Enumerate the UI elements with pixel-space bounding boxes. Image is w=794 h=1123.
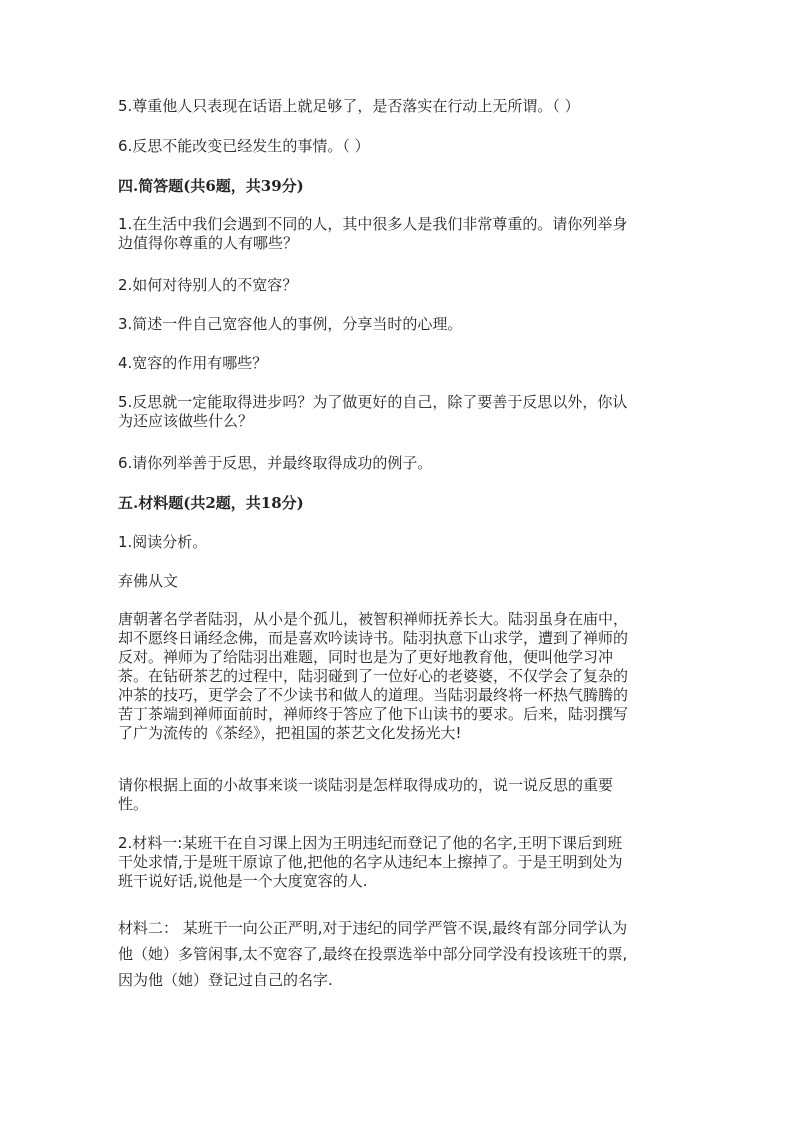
short-answer-question-1: [118, 215, 678, 253]
section-4-heading: 四.简答题(共6题，共39分): [118, 177, 304, 195]
question-line: 5.反思就一定能取得进步吗？为了做更好的自己，除了要善于反思以外，你认: [118, 393, 628, 411]
story-title: 弃佛从文: [118, 572, 179, 590]
short-answer-question-2: 2.如何对待别人的不宽容？: [118, 276, 298, 294]
material-question-1-intro: 1.阅读分析。: [118, 533, 208, 551]
short-answer-question-3: 3.简述一件自己宽容他人的事例，分享当时的心理。: [118, 315, 463, 333]
prompt-line: 请你根据上面的小故事来谈一谈陆羽是怎样取得成功的，说一说反思的重要: [118, 776, 614, 794]
material-line: 他（她）多管闲事,太不宽容了,最终在投票选举中部分同学没有投该班干的票,: [118, 945, 628, 963]
question-line: 为还应该做些什么？: [118, 412, 254, 430]
material-question-2-material-1: [118, 834, 678, 891]
story-line: 苦丁茶端到禅师面前时，禅师终于答应了他下山读书的要求。后来，陆羽撰写: [118, 705, 629, 723]
prompt-line: 性。: [118, 795, 149, 813]
short-answer-question-5: [118, 393, 678, 431]
story-line: 冲茶的技巧，更学会了不少读书和做人的道理。当陆羽最终将一杯热气腾腾的: [118, 686, 629, 704]
story-paragraph: [118, 610, 678, 743]
short-answer-question-6: 6.请你列举善于反思，并最终取得成功的例子。: [118, 454, 433, 472]
section-5-heading: 五.材料题(共2题，共18分): [118, 494, 304, 512]
judgement-question-6: 6.反思不能改变已经发生的事情。（ ）: [118, 137, 370, 155]
question-line: 1.在生活中我们会遇到不同的人，其中很多人是我们非常尊重的。请你列举身: [118, 215, 628, 233]
material-line: 因为他（她）登记过自己的名字.: [118, 971, 333, 989]
story-line: 唐朝著名学者陆羽，从小是个孤儿，被智积禅师抚养长大。陆羽虽身在庙中，: [118, 610, 629, 628]
material-line: 2.材料一:某班干在自习课上因为王明违纪而登记了他的名字,王明下课后到班: [118, 834, 623, 852]
material-question-1-prompt: [118, 776, 678, 814]
material-line: 干处求情,于是班干原谅了他,把他的名字从违纪本上擦掉了。于是王明到处为: [118, 853, 623, 871]
story-line: 反对。禅师为了给陆羽出难题，同时也是为了更好地教育他，便叫他学习冲: [118, 648, 614, 666]
material-line: 材料二： 某班干一向公正严明,对于违纪的同学严管不误,最终有部分同学认为: [118, 919, 628, 937]
material-question-2-material-2: [118, 915, 678, 993]
question-line: 边值得你尊重的人有哪些？: [118, 234, 299, 252]
story-line: 却不愿终日诵经念佛，而是喜欢吟读诗书。陆羽执意下山求学，遭到了禅师的: [118, 629, 629, 647]
story-line: 茶。在钻研茶艺的过程中，陆羽碰到了一位好心的老婆婆，不仅学会了复杂的: [118, 667, 629, 685]
short-answer-question-4: 4.宽容的作用有哪些？: [118, 354, 268, 372]
story-line: 了广为流传的《茶经》，把祖国的茶艺文化发扬光大!: [118, 724, 462, 742]
material-line: 班干说好话,说他是一个大度宽容的人.: [118, 872, 368, 890]
judgement-question-5: 5.尊重他人只表现在话语上就足够了，是否落实在行动上无所谓。（ ）: [118, 97, 580, 115]
